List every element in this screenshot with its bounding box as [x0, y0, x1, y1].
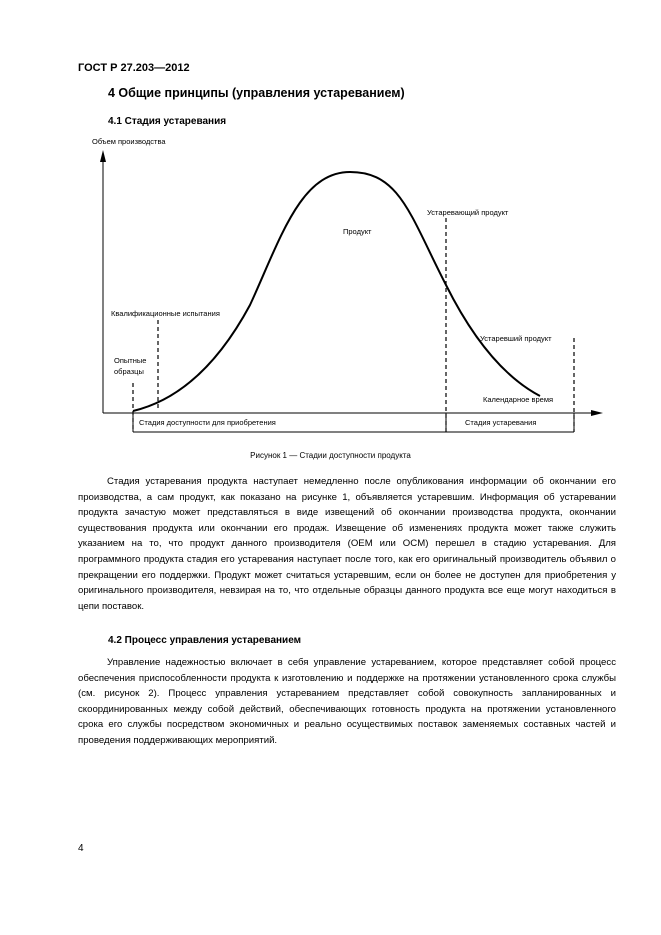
paragraph-obsolescence-stage: Стадия устаревания продукта наступает немедленно после опубликования информации об окончании его производства, а сам продукт, как показано на рисунке 1, объявляется устаревшим. Информация об устаревании продукта зачастую может представляться в виде извещений об окончании производства продукта, окончании существования продукта или окончании его продаж. Извещение об изменениях продукта может также служить указанием на то, что продукт данного производителя (OEM или OCM) перешел в стадию устаревания. Для программного продукта стадия его устаревания наступает после того, как его оригинальный производитель объявил о прекращении его поддержки. Продукт может считаться устаревшим, если он более не доступен для приобретения у оригинального производителя, невзирая на то, что отдельные образцы данного продукта все еще могут находиться в цепи поставок. [78, 476, 616, 612]
section-title: 4 Общие принципы (управления устареванием) [108, 86, 405, 100]
obsolete-product-label: Устаревший продукт [480, 334, 552, 343]
samples-label-line1: Опытные [114, 356, 147, 365]
y-axis-label: Объем производства [92, 137, 166, 146]
subsection-title-4-2: 4.2 Процесс управления устареванием [108, 635, 302, 646]
stage-acquisition-label: Стадия доступности для приобретения [139, 418, 276, 427]
samples-label-line2: образцы [114, 367, 144, 376]
stage-obsolescence-label: Стадия устаревания [465, 418, 537, 427]
subsection-title-4-1: 4.1 Стадия устаревания [108, 116, 227, 127]
page-number: 4 [78, 843, 84, 854]
y-axis-arrow-icon [100, 150, 106, 162]
calendar-time-label: Календарное время [483, 395, 554, 404]
standard-header: ГОСТ Р 27.203—2012 [78, 62, 190, 74]
x-axis-arrow-icon [591, 410, 603, 416]
qualification-label: Квалификационные испытания [111, 309, 220, 318]
product-label: Продукт [343, 227, 372, 236]
figure-caption: Рисунок 1 — Стадии доступности продукта [250, 451, 411, 460]
obsolescing-product-label: Устаревающий продукт [427, 208, 509, 217]
paragraph-obsolescence-management: Управление надежностью включает в себя управление устареванием, которое представляет собой процесс обеспечения приспособленности продукта к изготовлению и поддержке на протяжении установленного срока службы (см. рисунок 2). Процесс управления устареванием представляет собой совокупность запланированных и скоординированных между собой действий, обеспечивающих готовность продукта на протяжении установленного срока его службы посредством экономичных и реально осуществимых поставок заменяемых составных частей и проведения поддерживающих мероприятий. [78, 657, 616, 746]
